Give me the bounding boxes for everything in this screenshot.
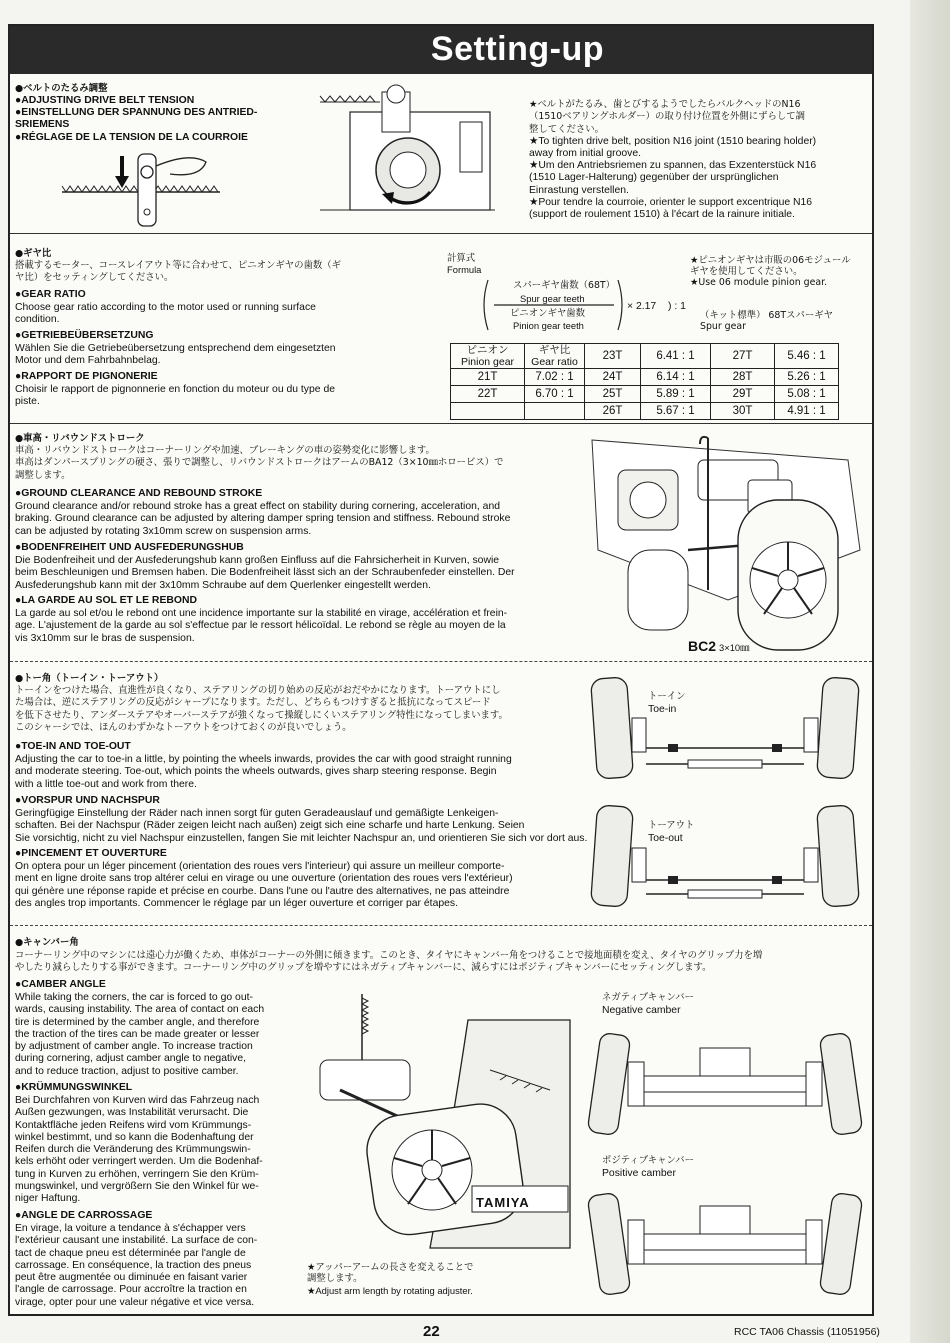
positive-camber-jp: ポジティブキャンバー <box>602 1155 694 1166</box>
camber-text-de: Bei Durchfahren von Kurven wird das Fahrzeug nach Außen gezwungen, was Instabilität verursacht. Die Kontaktfläche jeden Reifens wird vom Krümmungs- winkel bestimmt, und so kann die Bodenhaftung der Reifen durch die Veränderung des Krümmungswin- kels erhöht oder verringert werden. Um die Bodenhaf- tung in Kurven zu erhöhen, verringern Sie den Krüm- mungswinkel, und vergrößern Sie den Winkel für we- niger Haftung. <box>15 1095 263 1205</box>
camber-heading-jp: ●キャンバー角 <box>15 937 79 948</box>
table-cell: 6.41 : 1 <box>641 344 711 369</box>
gear-heading-en: ●GEAR RATIO <box>15 289 86 300</box>
camber-heading-fr: ●ANGLE DE CARROSSAGE <box>15 1210 153 1221</box>
toe-heading-en: ●TOE-IN AND TOE-OUT <box>15 741 131 752</box>
gear-text-en: Choose gear ratio according to the motor used or running surface condition. <box>15 302 316 326</box>
bc2-part-size: 3×10㎜ <box>719 642 750 653</box>
camber-heading-en: ●CAMBER ANGLE <box>15 979 106 990</box>
negative-camber-jp: ネガティブキャンバー <box>602 992 694 1003</box>
table-cell <box>451 403 525 420</box>
table-cell: 6.70 : 1 <box>525 386 585 403</box>
toe-out-label-en: Toe-out <box>648 833 683 844</box>
belt-note-de: ★Um den Antriebsriemen zu spannen, das Exzenterstück N16 (1510 Lager-Halterung) gegenüber der ursprünglichen Einrastung verstellen. <box>529 160 817 196</box>
formula-label-en: Formula <box>447 264 482 275</box>
bc2-part-label: BC2 <box>688 638 717 654</box>
toe-in-diagram <box>588 668 868 790</box>
kit-standard-note: （キット標準） 68Tスパーギヤ Spur gear <box>700 310 833 333</box>
table-cell: 27T <box>711 344 775 369</box>
toe-text-jp: トーインをつけた場合、直進性が良くなり、ステアリングの切り始めの反応がおだやかになります。トーアウトにし た場合は、逆にステアリングの反応がシャープになります。ただし、どちらもつけすぎると抵抗になってスピード を低下させたり、アンダーステアやオーバーステアが強くなって操縦しにくいステアリング特性になってしまいます。 このシャーシでは、ほんのわずかなトーアウトをつけておくのが良いでしょう。 <box>15 685 508 733</box>
ground-heading-de: ●BODENFREIHEIT UND AUSFEDERUNGSHUB <box>15 542 244 553</box>
table-cell: 25T <box>585 386 641 403</box>
belt-note-jp: ★ベルトがたるみ、歯とびするようでしたらバルクヘッドのN16 （1510ベアリングホルダー）の取り付け位置を外側にずらして調 整してください。 <box>529 99 806 135</box>
section-divider <box>10 423 872 424</box>
table-cell: 29T <box>711 386 775 403</box>
formula-label-jp: 計算式 <box>447 253 476 264</box>
camber-text-fr: En virage, la voiture a tendance à s'échapper vers l'extérieur causant une instabilité. La surface de con- tact de chaque pneu est déterminée par l'angle de carrossage. En conséquence, la traction des pneus peut être augmentée ou diminuée en faisant varier l'angle de carrossage. Pour accroître la traction en virage, opter pour une valeur négative et vice versa. <box>15 1223 258 1308</box>
bulkhead-drawing <box>320 82 495 220</box>
gear-ratio-table <box>450 343 839 420</box>
table-cell: 5.67 : 1 <box>641 403 711 420</box>
formula-suffix: ) : 1 <box>668 301 686 312</box>
belt-heading-de: ●EINSTELLUNG DER SPANNUNG DES ANTRIED- SRIEMENS <box>15 107 258 131</box>
ground-text-jp: 車高・リバウンドストロークはコーナーリングや加速、ブレーキングの車の姿勢変化に影響します。 車高はダンパースプリングの硬さ、張りで調整し、リバウンドストロークはアームのBA12（3×10㎜ホロービス）で 調整します。 <box>15 445 504 481</box>
toe-heading-de: ●VORSPUR UND NACHSPUR <box>15 795 160 806</box>
positive-camber-en: Positive camber <box>602 1168 676 1179</box>
formula-multiplier: × 2.17 <box>627 301 657 312</box>
positive-camber-diagram <box>588 1184 868 1304</box>
ground-heading-en: ●GROUND CLEARANCE AND REBOUND STROKE <box>15 488 263 499</box>
table-cell: 5.46 : 1 <box>775 344 839 369</box>
toe-out-diagram <box>588 800 868 922</box>
table-cell: 5.26 : 1 <box>775 369 839 386</box>
camber-text-jp: コーナーリング中のマシンには遠心力が働くため、車体がコーナーの外側に傾きます。このとき、タイヤにキャンバー角をつけることで接地面積を変え、タイヤのグリップ力を増 やしたり減らしたりする事ができます。コーナーリング中のグリップを増やすにはネガティブキャンバーに、減らすにはポジティブキャンバーにセッティングします。 <box>15 950 763 974</box>
table-cell: 28T <box>711 369 775 386</box>
belt-heading-en: ●ADJUSTING DRIVE BELT TENSION <box>15 95 195 106</box>
table-cell: 5.89 : 1 <box>641 386 711 403</box>
table-cell: 22T <box>451 386 525 403</box>
camber-heading-de: ●KRÜMMUNGSWINKEL <box>15 1082 133 1093</box>
gear-heading-jp: ●ギヤ比 <box>15 248 52 259</box>
toe-heading-jp: ●トー角（トーイン・トーアウト） <box>15 673 164 684</box>
ground-text-en: Ground clearance and/or rebound stroke has a great effect on stability during cornering, acceleration, and braking. Ground clearance can be adjusted by altering damper spring tension and stiffness. Rebound stroke can be adjusted by rotating 3x10mm screw on suspension arms. <box>15 501 511 537</box>
ground-heading-jp: ●車高・リバウンドストローク <box>15 433 145 444</box>
belt-heading-fr: ●RÉGLAGE DE LA TENSION DE LA COURROIE <box>15 132 248 143</box>
table-cell: 26T <box>585 403 641 420</box>
belt-heading-jp: ●ベルトのたるみ調整 <box>15 83 108 94</box>
toe-text-fr: On optera pour un léger pincement (orientation des roues vers l'interieur) qui assure un meilleur comporte- ment en ligne droite sans trop altérer celui en virage ou une ouverture (orientation des roues vers l'extérieur) qui génère une réponse rapide et précise en courbe. Dans l'une ou l'autre des alternatives, ne pas atteindre des angles trop importants. Commencer le réglage par un léger ouverture et corriger par étapes. <box>15 861 513 909</box>
belt-note-fr: ★Pour tendre la courroie, orienter le support excentrique N16 (support de roulement 1510) à l'écart de la rainure initiale. <box>529 197 813 221</box>
gear-text-de: Wählen Sie die Getriebeübersetzung entsprechend dem eingesetzten Motor und dem Fahrbahnbelag. <box>15 343 336 367</box>
adjuster-note-jp: ★アッパーアームの長さを変えることで 調整します。 <box>307 1262 474 1285</box>
page-title: Setting-up <box>430 30 604 68</box>
toe-text-de: Geringfügige Einstellung der Räder nach innen sorgt für guten Geradeauslauf und gemäßigte Lenkeigen- schaften. Bei der Nachspur (Räder zeigen leicht nach außen) zeigt sich eine scharfe und harte Lenkung. Seien Sie vorsichtig, nicht zu viel Nachspur einzustellen, fangen Sie mit leichter Nachspur an, und orientieren Sie sich vor dort aus. <box>15 808 588 844</box>
table-head-ratio: ギヤ比 Gear ratio <box>525 344 585 369</box>
camber-text-en: While taking the corners, the car is forced to go out- wards, causing instability. The area of contact on each tire is determined by the camber angle, and therefore the traction of the tires can be made greater or lesser by adjustment of camber angle. To increase traction during cornering, adjust camber angle to negative, and to reduce traction, adjust to positive camber. <box>15 992 265 1077</box>
gear-text-fr: Choisir le rapport de pignonnerie en fonction du moteur ou du type de piste. <box>15 384 336 408</box>
negative-camber-diagram <box>588 1022 868 1142</box>
table-cell: 4.91 : 1 <box>775 403 839 420</box>
toe-in-label-en: Toe-in <box>648 704 677 715</box>
belt-tension-diagram <box>60 150 230 230</box>
toe-text-en: Adjusting the car to toe-in a little, by pointing the wheels inwards, provides the car with good straight running and moderate steering. Toe-out, which points the wheels outwards, gives sharp steering response. Begin with a little toe-out and work from there. <box>15 754 512 790</box>
table-cell: 23T <box>585 344 641 369</box>
module-note: ★ピニオンギヤは市販の06モジュール ギヤを使用してください。 ★Use 06 module pinion gear. <box>690 255 851 289</box>
section-divider <box>10 925 872 926</box>
camber-adjust-drawing <box>300 990 575 1248</box>
table-cell: 30T <box>711 403 775 420</box>
belt-note-en: ★To tighten drive belt, position N16 joint (1510 bearing holder) away from initial groove. <box>529 136 817 160</box>
gear-heading-fr: ●RAPPORT DE PIGNONERIE <box>15 371 158 382</box>
table-cell: 5.08 : 1 <box>775 386 839 403</box>
pinion-teeth-en: Pinion gear teeth <box>513 320 584 331</box>
spur-teeth-jp: スパーギヤ歯数（68T） <box>513 280 616 291</box>
spur-teeth-en: Spur gear teeth <box>520 293 585 304</box>
tamiya-logo: TAMIYA <box>476 1195 530 1210</box>
pinion-teeth-jp: ピニオンギヤ歯数 <box>510 308 586 319</box>
table-head-pinion: ピニオン Pinion gear <box>451 344 525 369</box>
toe-heading-fr: ●PINCEMENT ET OUVERTURE <box>15 848 167 859</box>
table-cell: 21T <box>451 369 525 386</box>
toe-in-label-jp: トーイン <box>648 691 686 702</box>
page-number: 22 <box>423 1323 440 1340</box>
toe-out-label-jp: トーアウト <box>648 820 695 831</box>
page-binding-edge <box>910 0 950 1343</box>
section-divider <box>10 233 872 234</box>
table-cell: 7.02 : 1 <box>525 369 585 386</box>
section-divider <box>10 661 872 662</box>
gear-heading-de: ●GETRIEBEÜBERSETZUNG <box>15 330 154 341</box>
table-cell: 24T <box>585 369 641 386</box>
adjuster-note-en: ★Adjust arm length by rotating adjuster. <box>307 1285 473 1296</box>
table-cell <box>525 403 585 420</box>
ground-heading-fr: ●LA GARDE AU SOL ET LE REBOND <box>15 595 197 606</box>
gear-text-jp: 搭載するモーター、コースレイアウト等に合わせて、ピニオンギヤの歯数（ギ ヤ比）をセッティングしてください。 <box>15 260 341 284</box>
model-code: RCC TA06 Chassis (11051956) <box>734 1326 880 1338</box>
table-cell: 6.14 : 1 <box>641 369 711 386</box>
negative-camber-en: Negative camber <box>602 1005 681 1016</box>
ground-text-de: Die Bodenfreiheit und der Ausfederungshub kann großen Einfluss auf die Fahrsicherheit in Kurven, sowie beim Beschleunigen und Bremsen haben. Die Bodenfreiheit lässt sich an der Schraubenfeder einstellen. Der Ausfederungshub kann mit der 3x10mm Schraube auf dem Querlenker eingestellt werden. <box>15 555 515 591</box>
ground-text-fr: La garde au sol et/ou le rebond ont une incidence importante sur la stabilité en virage, accélération et frein- age. L'ajustement de la garde au sol s'effectue par le ressort hélicoïdal. Le rebond se règle au moyen de la vis 3x10mm sur le bras de suspension. <box>15 608 508 644</box>
chassis-suspension-drawing <box>588 430 868 650</box>
